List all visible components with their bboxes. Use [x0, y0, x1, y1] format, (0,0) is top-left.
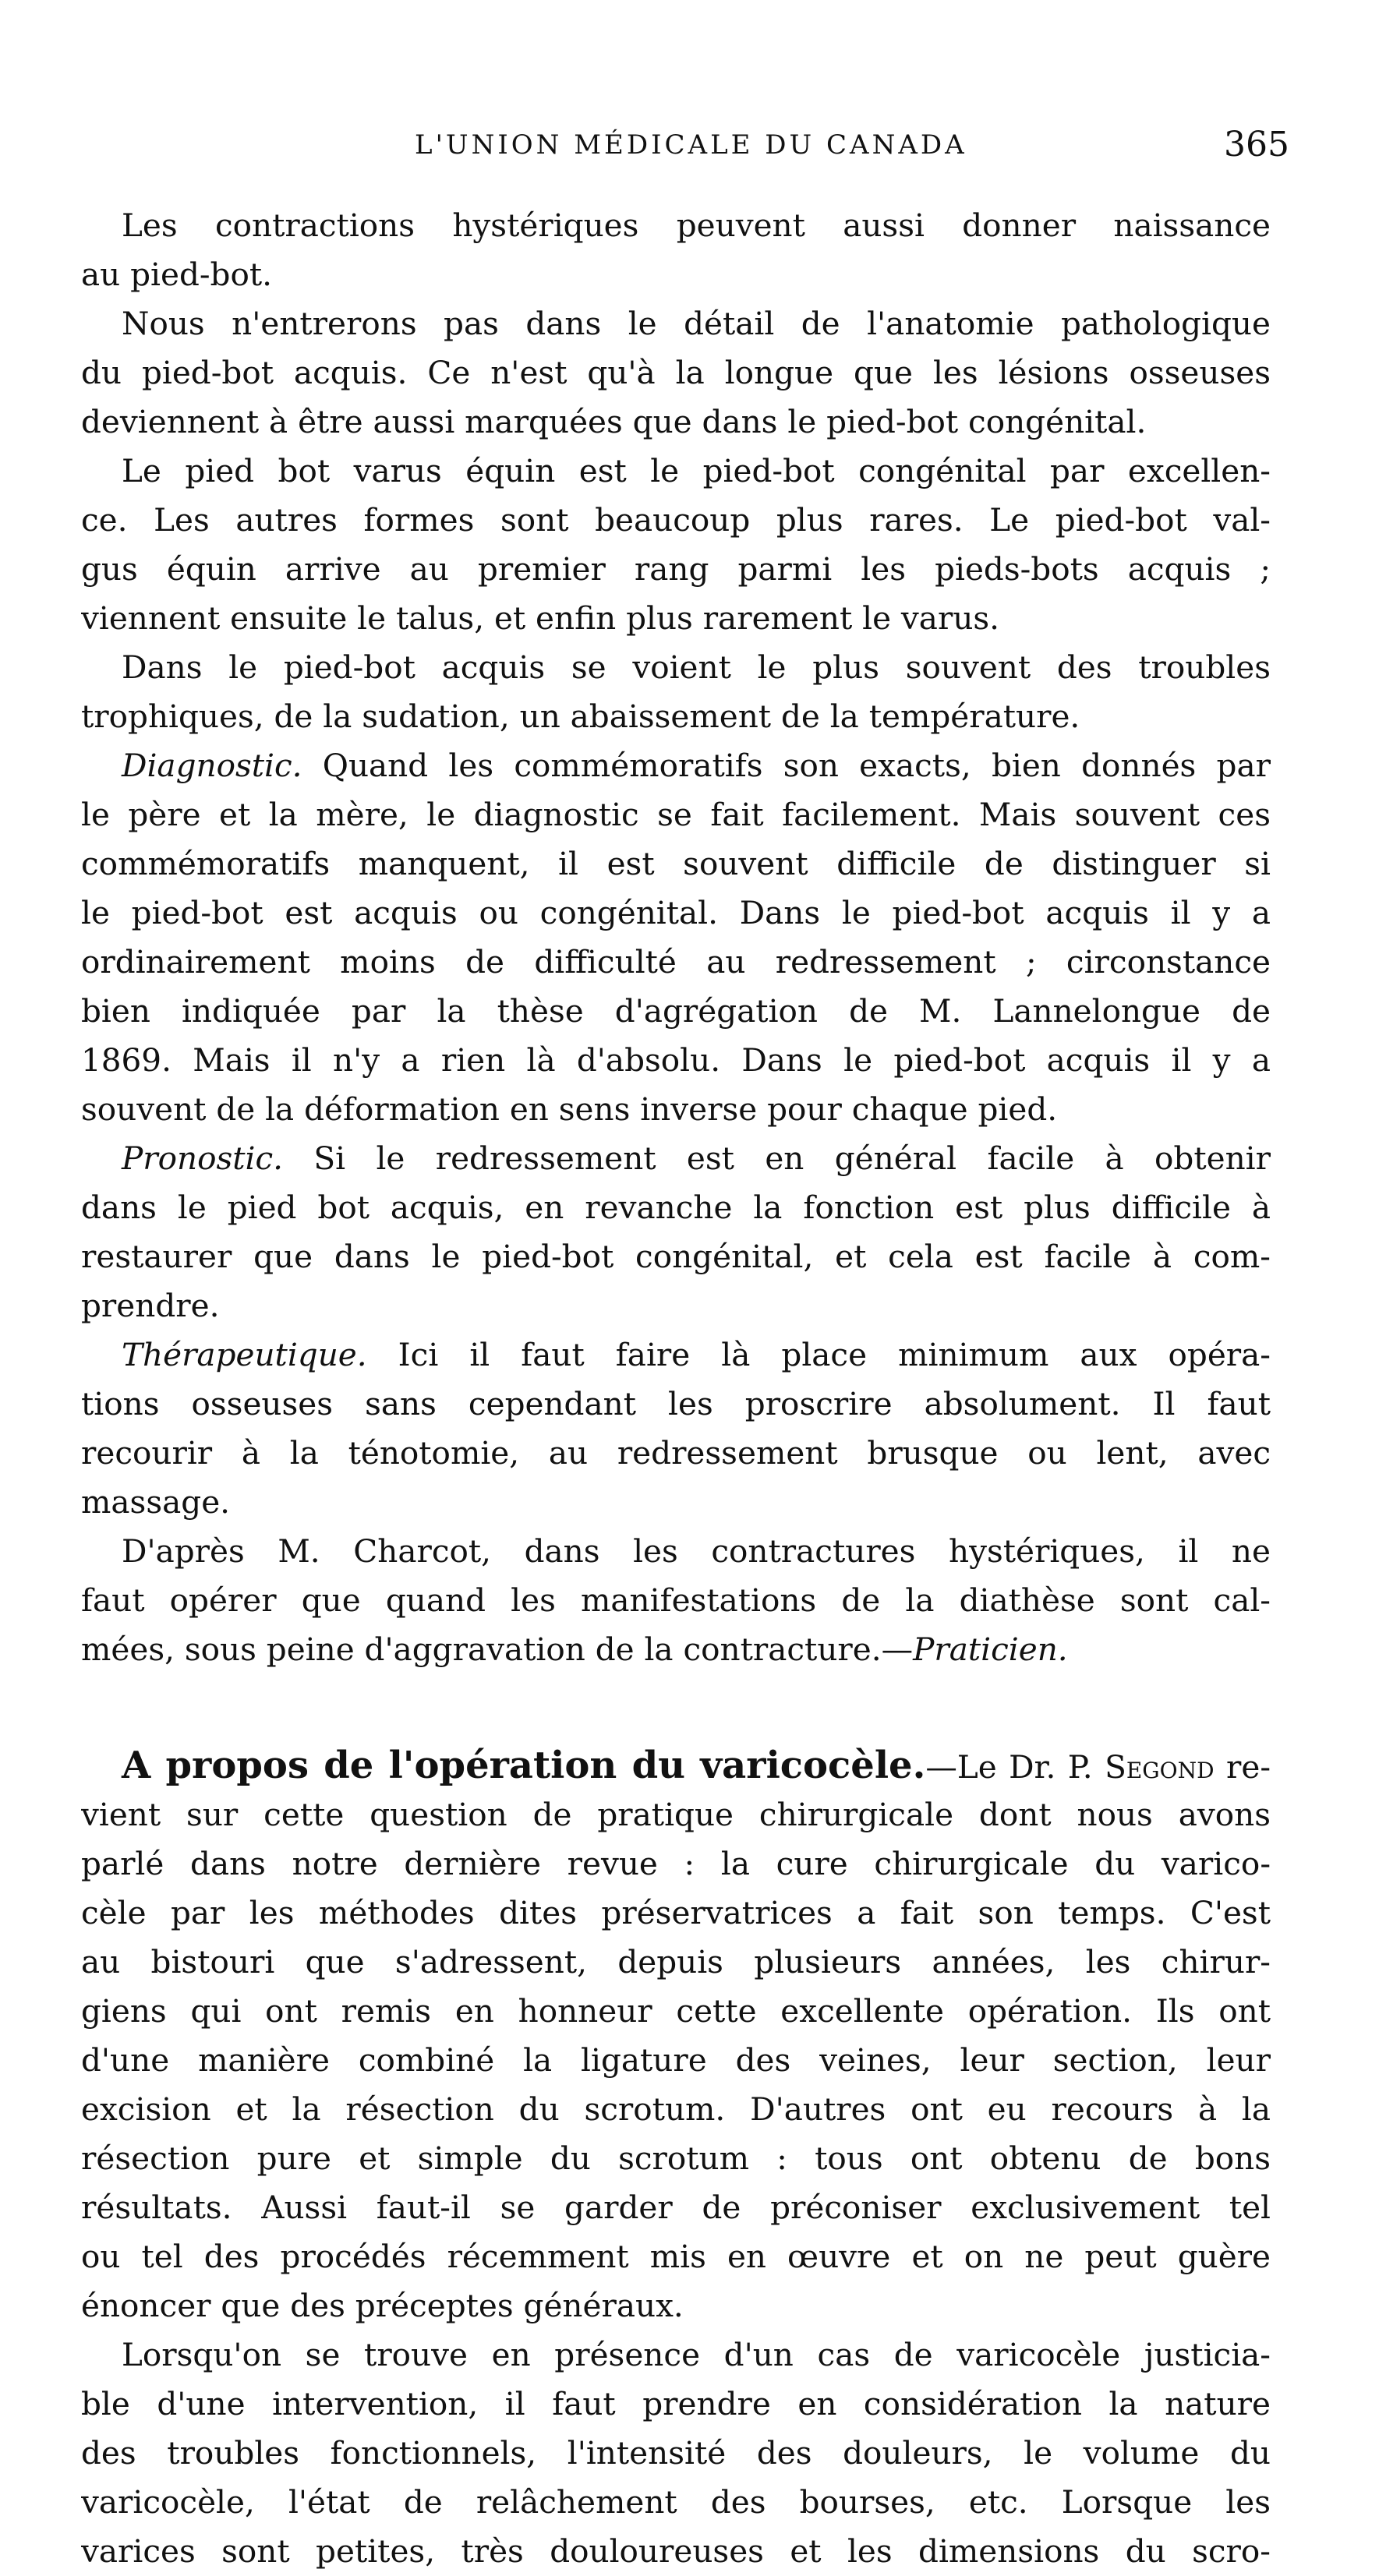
paragraph-therapeutique: [81, 1330, 1271, 1527]
article-title-varicocele: A propos de l'opération du varicocèle.: [122, 1744, 926, 1787]
text-run: Si le redressement est en général facile à obtenir: [283, 1140, 1271, 1177]
paragraph-varicocele: [81, 1741, 1271, 2330]
section-heading-therapeutique: Thérapeutique.: [122, 1336, 367, 1373]
text-run: Ici il faut faire là place minimum aux opéra-: [366, 1336, 1271, 1373]
text-line: ce. Les autres formes sont beaucoup plus rares. Le pied-bot val-: [81, 501, 1271, 539]
paragraph-pronostic: [81, 1134, 1271, 1330]
text-line: Les contractions hystériques peuvent aussi donner naissance: [122, 207, 1271, 244]
text-run: mées, sous peine d'aggravation de la contracture.—: [81, 1631, 914, 1668]
text-line: 1869. Mais il n'y a rien là d'absolu. Dans le pied-bot acquis il y a: [81, 1041, 1271, 1079]
section-heading-diagnostic: Diagnostic.: [122, 747, 302, 784]
text-line: dans le pied bot acquis, en revanche la fonction est plus difficile à: [81, 1189, 1271, 1226]
text-line: au bistouri que s'adressent, depuis plusieurs années, les chirur-: [81, 1943, 1271, 1981]
text-line: ou tel des procédés récemment mis en œuvre et on ne peut guère: [81, 2238, 1271, 2275]
section-gap: [81, 1674, 1271, 1741]
text-line: résultats. Aussi faut-il se garder de préconiser exclusivement tel: [81, 2189, 1271, 2226]
text-line: bien indiquée par la thèse d'agrégation de M. Lannelongue de: [81, 992, 1271, 1030]
text-line: du pied-bot acquis. Ce n'est qu'à la longue que les lésions osseuses: [81, 354, 1271, 391]
text-line: vient sur cette question de pratique chirurgicale dont nous avons: [81, 1796, 1271, 1833]
text-line: ordinairement moins de difficulté au redressement ; circonstance: [81, 943, 1271, 981]
paragraph-indications: [81, 2330, 1271, 2576]
text-line: massage.: [81, 1483, 231, 1521]
text-line: tions osseuses sans cependant les proscrire absolument. Il faut: [81, 1385, 1271, 1422]
text-line: le père et la mère, le diagnostic se fait facilement. Mais souvent ces: [81, 796, 1271, 833]
text-line: cèle par les méthodes dites préservatrices a fait son temps. C'est: [81, 1894, 1271, 1931]
text-line: parlé dans notre dernière revue : la cure chirurgicale du varico-: [81, 1845, 1271, 1882]
running-head: L'UNION MÉDICALE DU CANADA: [415, 129, 967, 161]
page-number: 365: [1224, 125, 1289, 164]
paragraph-hysterical-contractions: [81, 201, 1271, 299]
text-line: souvent de la déformation en sens inverse pour chaque pied.: [81, 1090, 1058, 1128]
text-line: restaurer que dans le pied-bot congénital, et cela est facile à com-: [81, 1238, 1271, 1275]
paragraph-trophic-troubles: [81, 643, 1271, 741]
text-run: Quand les commémoratifs son exacts, bien donnés par: [302, 747, 1271, 784]
text-line: Lorsqu'on se trouve en présence d'un cas de varicocèle justicia-: [122, 2336, 1271, 2373]
text-line: faut opérer que quand les manifestations de la diathèse sont cal-: [81, 1581, 1271, 1619]
text-line: des troubles fonctionnels, l'intensité des douleurs, le volume du: [81, 2434, 1271, 2472]
text-line: Nous n'entrerons pas dans le détail de l'anatomie pathologique: [122, 305, 1271, 342]
text-line: excision et la résection du scrotum. D'autres ont eu recours à la: [81, 2090, 1271, 2128]
text-line: Dans le pied-bot acquis se voient le plus souvent des troubles: [122, 648, 1271, 686]
text-line: au pied-bot.: [81, 256, 273, 293]
text-line: varices sont petites, très douloureuses et les dimensions du scro-: [81, 2532, 1271, 2570]
text-line: ble d'une intervention, il faut prendre en considération la nature: [81, 2385, 1271, 2422]
text-line: [81, 1625, 1271, 1674]
text-line: [81, 1134, 1271, 1183]
text-run: re-: [1214, 1748, 1271, 1786]
source-citation: Praticien.: [913, 1631, 1068, 1668]
paragraph-diagnostic: [81, 741, 1271, 1134]
paragraph-forms: [81, 447, 1271, 643]
author-name: Segond: [1105, 1748, 1215, 1786]
text-line: D'après M. Charcot, dans les contractures hystériques, il ne: [122, 1532, 1271, 1570]
article-body: [81, 201, 1271, 2576]
text-line: [81, 741, 1271, 790]
text-line: le pied-bot est acquis ou congénital. Dans le pied-bot acquis il y a: [81, 894, 1271, 931]
page-header: [0, 122, 1379, 168]
text-line: commémoratifs manquent, il est souvent difficile de distinguer si: [81, 845, 1271, 882]
section-heading-pronostic: Pronostic.: [122, 1140, 284, 1177]
text-line: résection pure et simple du scrotum : tous ont obtenu de bons: [81, 2140, 1271, 2177]
text-line: énoncer que des préceptes généraux.: [81, 2287, 684, 2324]
text-line: varicocèle, l'état de relâchement des bourses, etc. Lorsque les: [81, 2483, 1271, 2521]
text-line: [81, 1741, 1271, 1790]
paragraph-charcot: [81, 1527, 1271, 1674]
text-run: —Le Dr. P.: [925, 1748, 1105, 1786]
text-line: giens qui ont remis en honneur cette excellente opération. Ils ont: [81, 1992, 1271, 2030]
paragraph-pathological-anatomy: [81, 299, 1271, 447]
text-line: gus équin arrive au premier rang parmi les pieds-bots acquis ;: [81, 550, 1271, 588]
text-line: deviennent à être aussi marquées que dans le pied-bot congénital.: [81, 403, 1147, 440]
text-line: viennent ensuite le talus, et enfin plus rarement le varus.: [81, 599, 1000, 637]
text-line: Le pied bot varus équin est le pied-bot congénital par excellen-: [122, 452, 1271, 489]
text-line: [81, 1330, 1271, 1380]
text-line: prendre.: [81, 1287, 220, 1324]
text-line: recourir à la ténotomie, au redressement brusque ou lent, avec: [81, 1434, 1271, 1472]
text-line: d'une manière combiné la ligature des veines, leur section, leur: [81, 2041, 1271, 2079]
text-line: trophiques, de la sudation, un abaissement de la température.: [81, 698, 1080, 735]
